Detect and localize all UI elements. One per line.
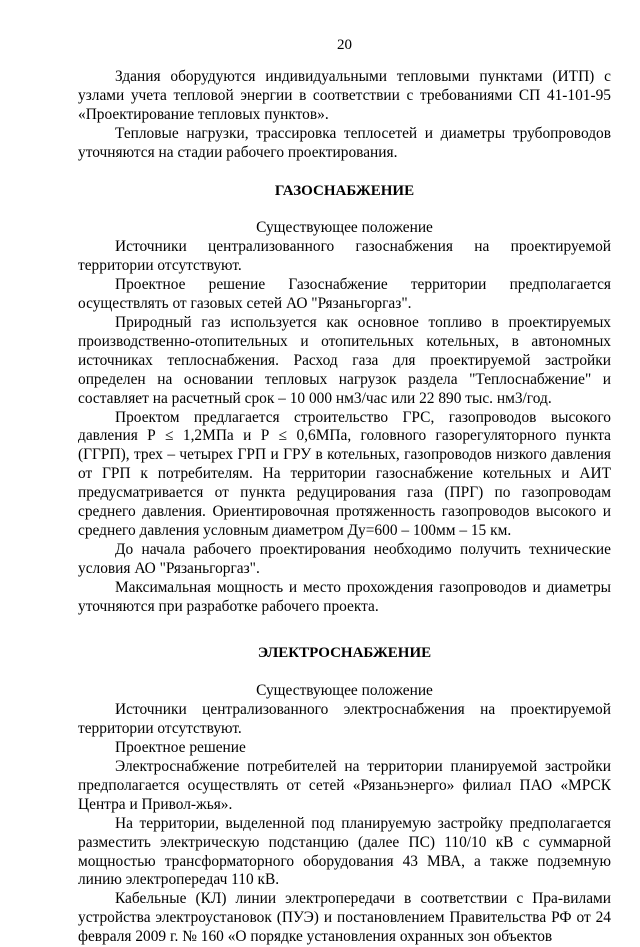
paragraph-el-supply: Электроснабжение потребителей на территории планируемой застройки предполагается осуществлять от сетей «Рязаньэнерго» филиал ПАО «МРСК Центра и Привол-жья». (78, 758, 611, 813)
paragraph-itp: Здания оборудуются индивидуальными тепловыми пунктами (ИТП) с узлами учета тепловой энергии в соответствии с требованиями СП 41-101-95 «Проектирование тепловых пунктов». (78, 68, 611, 123)
paragraph-el-substation: На территории, выделенной под планируемую застройку предполагается разместить электрическую подстанцию (далее ПС) 110/10 кВ с суммарной мощностью трансформаторного оборудования 43 МВА, а также подземную линию электропередач 110 кВ. (78, 814, 611, 889)
paragraph-el-sources: Источники централизованного электроснабжения на проектируемой территории отсутствуют. (78, 701, 611, 738)
paragraph-gas-conditions: До начала рабочего проектирования необходимо получить технические условия АО "Рязаньгоргаз". (78, 540, 611, 577)
section-heading-gas: ГАЗОСНАБЖЕНИЕ (274, 182, 415, 199)
document-page (78, 36, 611, 947)
paragraph-gas-decision: Проектное решение Газоснабжение территории предполагается осуществлять от газовых сетей АО "Рязаньгоргаз". (78, 276, 611, 313)
paragraph-gas-capacity: Максимальная мощность и место прохождения газопроводов и диаметры уточняются при разработке рабочего проекта. (78, 578, 611, 615)
subheading-gas-existing: Существующее положение (256, 219, 433, 237)
section-heading-electricity: ЭЛЕКТРОСНАБЖЕНИЕ (257, 645, 432, 662)
subheading-el-existing: Существующее положение (256, 682, 433, 700)
paragraph-heat-loads: Тепловые нагрузки, трассировка теплосетей и диаметры трубопроводов уточняются на стадии рабочего проектирования. (78, 124, 611, 161)
paragraph-gas-project: Проектом предлагается строительство ГРС, газопроводов высокого давления Р ≤ 1,2МПа и Р ≤ 0,6МПа, головного газорегуляторного пункта (ГГРП), трех – четырех ГРП и ГРУ в котельных, газопроводов низкого давления от ГРП к потребителям. На территории газоснабжение котельных и АИТ предусматривается от пункта редуцирования газа (ПРГ) по газопроводам среднего давления. Ориентировочная протяженность газопроводов высокого и среднего давления условным диаметром Ду=600 – 100мм – 15 км. (78, 408, 611, 539)
paragraph-el-cable-lines: Кабельные (КЛ) линии электропередачи в соответствии с Пра-вилами устройства электроустановок (ПУЭ) и постановлением Правительства РФ от 24 февраля 2009 г. № 160 «О порядке установления охранных зон объектов (78, 890, 611, 946)
paragraph-gas-fuel: Природный газ используется как основное топливо в проектируемых производственно-отопительных и отопительных котельных, в автономных источниках теплоснабжения. Расход газа для проектируемой застройки определен на основании тепловых нагрузок раздела "Теплоснабжение" и составляет на расчетный срок – 10 000 нм3/час или 22 890 тыс. нм3/год. (78, 313, 611, 407)
page-number: 20 (337, 37, 352, 53)
paragraph-gas-sources: Источники централизованного газоснабжения на проектируемой территории отсутствуют. (78, 238, 611, 275)
paragraph-el-decision-label: Проектное решение (115, 739, 246, 757)
